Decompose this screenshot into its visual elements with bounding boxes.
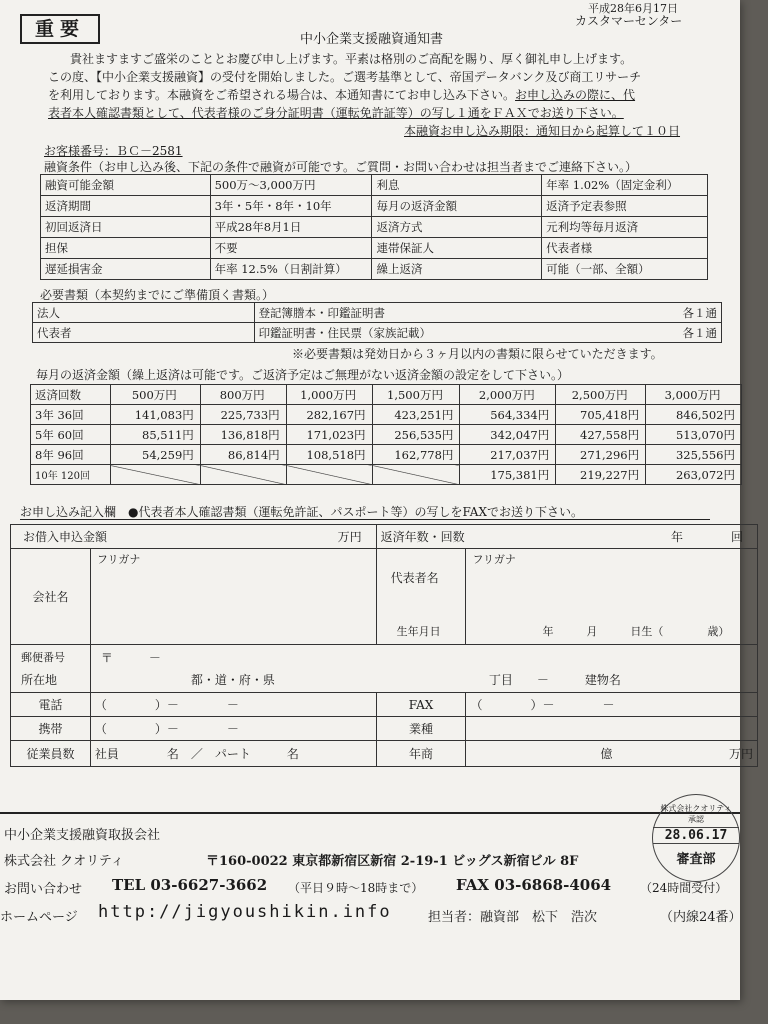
seal-department: 審査部 [676, 852, 716, 867]
condition-label: 返済方式 [372, 217, 542, 238]
loan-amount-field[interactable]: お借入申込金額 万円 [11, 525, 377, 549]
postal-label: 郵便番号 [21, 651, 65, 664]
condition-label: 返済期間 [41, 196, 211, 217]
greeting-paragraph: 貴社ますますご盛栄のこととお慶び申し上げます。平素は格別のご高配を賜り、厚く御礼申し上げます。 [70, 52, 633, 66]
condition-label: 連帯保証人 [372, 238, 542, 259]
conditions-row [41, 259, 708, 280]
footer-divider [0, 812, 740, 814]
payment-amount: 175,381円 [460, 465, 556, 485]
intro-paragraph: この度、【中小企業支援融資】の受付を開始しました。ご選考基準として、帝国データバンク及び商工リサーチ [48, 70, 642, 84]
company-name-field[interactable] [90, 549, 376, 645]
address-label: 所在地 [21, 673, 58, 687]
condition-value: 元利均等毎月返済 [542, 217, 708, 238]
sender-short: カスタマーセンター [575, 14, 683, 28]
conditions-row [41, 175, 708, 196]
homepage-url[interactable]: http://jigyoushikin.info [98, 902, 392, 922]
revenue-field[interactable]: 億 万円 [466, 741, 758, 767]
document-title: 中小企業支援融資通知書 [300, 32, 444, 47]
payment-amount [286, 465, 372, 485]
approval-seal [652, 794, 740, 882]
payments-table [30, 384, 742, 485]
condition-value: 可能（一部、全額） [542, 259, 708, 280]
payment-amount: 86,814円 [200, 445, 286, 465]
document-items: 登記簿謄本・印鑑証明書 [254, 303, 584, 323]
condition-label: 利息 [372, 175, 542, 196]
payment-term: 10年 120回 [31, 465, 111, 485]
payment-amount [372, 465, 460, 485]
customer-number: お客様番号：ＢＣ－2581 [44, 144, 183, 158]
document-items: 印鑑証明書・住民票（家族記載） [254, 323, 584, 343]
phone-field[interactable]: （ ）－ － [90, 693, 376, 717]
revenue-label: 年商 [376, 741, 466, 767]
seal-company: 株式会社クオリティ [660, 804, 732, 813]
seal-approval: 承認 [688, 815, 704, 824]
payment-amount: 256,535円 [372, 425, 460, 445]
conditions-row [41, 196, 708, 217]
representative-name-field[interactable] [466, 549, 758, 645]
phone-label: 電話 [11, 693, 91, 717]
documents-table [32, 302, 722, 343]
document-count: 各１通 [584, 323, 722, 343]
payments-row [31, 465, 742, 485]
condition-value: 年率 12.5%（日割計算） [210, 259, 372, 280]
id-document-note: 表者本人確認書類として、代表者様のご身分証明書（運転免許証等）の写し１通をＦＡＸでお送り下さい。 [48, 106, 624, 120]
payments-column-header: 2,500万円 [556, 385, 646, 405]
conditions-row [41, 238, 708, 259]
payment-amount: 85,511円 [110, 425, 200, 445]
payments-header-row [31, 385, 742, 405]
payment-amount: 263,072円 [646, 465, 742, 485]
payments-column-header: 2,000万円 [460, 385, 556, 405]
condition-label: 繰上返済 [372, 259, 542, 280]
condition-value: 500万～3,000万円 [210, 175, 372, 196]
payment-amount: 705,418円 [556, 405, 646, 425]
payment-amount: 162,778円 [372, 445, 460, 465]
payment-amount: 513,070円 [646, 425, 742, 445]
industry-label: 業種 [376, 717, 466, 741]
payment-term: 3年 36回 [31, 405, 111, 425]
apply-note: お申し込みの際に、代 [515, 88, 636, 102]
staff-name: 担当者：融資部 松下 浩次 [428, 910, 598, 925]
payment-amount [200, 465, 286, 485]
rep-label-cell [376, 549, 466, 645]
repayment-term-field[interactable]: 返済年数・回数 年 回 [376, 525, 757, 549]
payment-term: 8年 96回 [31, 445, 111, 465]
payment-amount: 171,023円 [286, 425, 372, 445]
documents-row [33, 303, 722, 323]
condition-value: 3年・5年・8年・10年 [210, 196, 372, 217]
payment-amount: 342,047円 [460, 425, 556, 445]
payment-amount: 564,334円 [460, 405, 556, 425]
mobile-label: 携帯 [11, 717, 91, 741]
document-count: 各１通 [584, 303, 722, 323]
representative-label: 代表者名 [390, 571, 439, 585]
payments-column-header: 500万円 [110, 385, 200, 405]
condition-label: 担保 [41, 238, 211, 259]
footer-address: 〒160-0022 東京都新宿区新宿 2-19-1 ビッグス新宿ビル 8F [206, 854, 579, 869]
condition-label: 遅延損害金 [41, 259, 211, 280]
condition-label: 融資可能金額 [41, 175, 211, 196]
employees-field[interactable]: 社員 名 ／ パート 名 [90, 741, 376, 767]
payment-amount: 846,502円 [646, 405, 742, 425]
application-heading: お申し込み記入欄 ●代表者本人確認書類（運転免許証、パスポート等）の写しをFAXでお送り下さい。 [20, 505, 583, 519]
furigana-label: フリガナ [96, 553, 141, 566]
rep-furigana-label: フリガナ [472, 553, 516, 566]
intro-paragraph-2: を利用しております。本融資をご希望される場合は、本通知書にてお申し込み下さい。お申し込みの際に、代 [48, 88, 636, 102]
dob-fields: 年 月 日生（ 歳） [542, 625, 730, 638]
date-line: 平成28年6月17日 [588, 2, 678, 15]
footer-fax: FAX 03-6868-4064 [456, 876, 612, 894]
application-form [10, 524, 758, 767]
footer-company: 株式会社 クオリティ [4, 854, 124, 869]
payment-term: 5年 60回 [31, 425, 111, 445]
payments-row [31, 425, 742, 445]
payments-heading: 毎月の返済金額（繰上返済は可能です。ご返済予定はご無理がない返済金額の設定をして下さい。） [36, 368, 570, 382]
condition-value: 不要 [210, 238, 372, 259]
condition-value: 返済予定表参照 [542, 196, 708, 217]
conditions-row [41, 217, 708, 238]
document-party: 代表者 [33, 323, 255, 343]
chome-label: 丁目 － 建物名 [488, 673, 621, 687]
condition-value: 平成28年8月1日 [210, 217, 372, 238]
dob-label: 生年月日 [396, 625, 441, 638]
footer-tel: TEL 03-6627-3662 [112, 876, 268, 894]
mobile-field[interactable]: （ ）－ － [90, 717, 376, 741]
payments-row [31, 405, 742, 425]
payment-amount: 427,558円 [556, 425, 646, 445]
importance-stamp: 重要 [20, 14, 100, 44]
employees-label: 従業員数 [11, 741, 91, 767]
deadline-note: 本融資お申し込み期限：通知日から起算して１０日 [404, 124, 681, 138]
address-field[interactable] [90, 645, 757, 693]
payments-column-header: 1,000万円 [286, 385, 372, 405]
postal-mark: 〒 － [100, 651, 161, 665]
condition-label: 毎月の返済金額 [372, 196, 542, 217]
documents-note: ※必要書類は発効日から３ヶ月以内の書類に限らせていただきます。 [292, 347, 663, 361]
payments-column-header: 800万円 [200, 385, 286, 405]
payment-amount: 282,167円 [286, 405, 372, 425]
documents-row [33, 323, 722, 343]
condition-value: 年率 1.02%（固定金利） [542, 175, 708, 196]
payment-amount: 141,083円 [110, 405, 200, 425]
payment-amount: 225,733円 [200, 405, 286, 425]
company-label: 会社名 [11, 549, 91, 645]
payments-column-header: 1,500万円 [372, 385, 460, 405]
footer-org: 中小企業支援融資取扱会社 [4, 828, 161, 843]
fax-field[interactable]: （ ）－ － [466, 693, 758, 717]
tel-hours: （平日９時～18時まで） [288, 881, 424, 895]
extension: （内線24番） [660, 910, 742, 925]
homepage-label: ホームページ [0, 910, 78, 925]
document-party: 法人 [33, 303, 255, 323]
payment-amount: 217,037円 [460, 445, 556, 465]
payment-amount: 108,518円 [286, 445, 372, 465]
payments-row [31, 445, 742, 465]
documents-heading: 必要書類（本契約までにご準備頂く書類。） [40, 288, 275, 302]
payments-column-header: 3,000万円 [646, 385, 742, 405]
payment-amount: 54,259円 [110, 445, 200, 465]
payment-amount [110, 465, 200, 485]
payment-amount: 271,296円 [556, 445, 646, 465]
payment-amount: 136,818円 [200, 425, 286, 445]
condition-label: 初回返済日 [41, 217, 211, 238]
contact-label: お問い合わせ [4, 882, 83, 897]
payment-amount: 219,227円 [556, 465, 646, 485]
address-label-cell [11, 645, 91, 693]
payments-column-header: 返済回数 [31, 385, 111, 405]
condition-value: 代表者様 [542, 238, 708, 259]
divider [20, 519, 710, 520]
seal-date: 28.06.17 [653, 827, 739, 844]
fax-label: FAX [376, 693, 466, 717]
conditions-table [40, 174, 708, 280]
prefecture-label: 都・道・府・県 [190, 673, 275, 687]
fax-hours: （24時間受付） [640, 881, 728, 895]
industry-field[interactable] [466, 717, 758, 741]
payment-amount: 325,556円 [646, 445, 742, 465]
conditions-heading: 融資条件（お申し込み後、下記の条件で融資が可能です。ご質問・お問い合わせは担当者までご連絡下さい。） [44, 160, 638, 174]
payment-amount: 423,251円 [372, 405, 460, 425]
